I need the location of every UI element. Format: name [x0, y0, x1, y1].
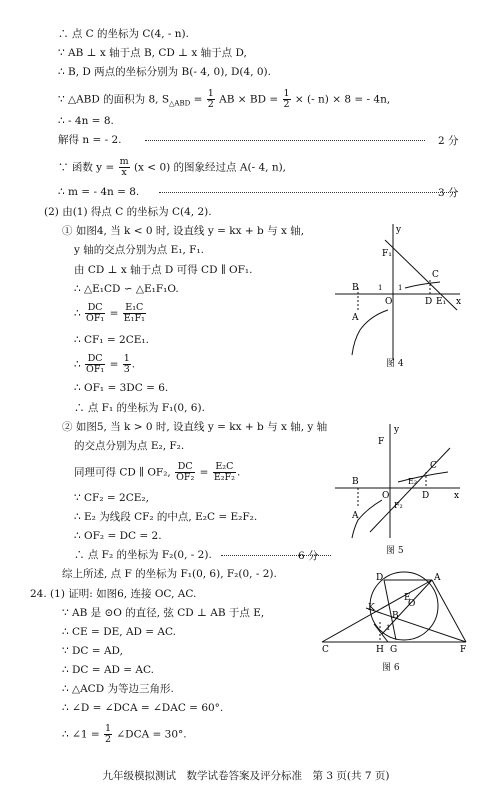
area-mid: AB × BD =	[219, 93, 279, 106]
line-bd-coords: ∴ B, D 两点的坐标分别为 B(- 4, 0), D(4, 0).	[58, 66, 271, 78]
fig6-b: B	[392, 611, 399, 621]
fig5-b: B	[352, 477, 359, 487]
fig4-one2: 1	[378, 284, 383, 292]
case-2-parallel: 同理可得 CD ∥ OF₂, $\frac{DC}{\text{OF₂}}$ = $\frac{\text{E₂C}}{\text{E₂F₂}}$ .	[74, 461, 241, 483]
fig4-a: A	[352, 313, 359, 323]
fig5-c: C	[430, 461, 437, 471]
fig4-one: 1	[398, 284, 403, 292]
case-1-intersections: y 轴的交点分别为点 E₁, F₁.	[74, 244, 204, 256]
fig5-f2: F₂	[394, 501, 403, 510]
score-3: 3 分	[438, 187, 459, 199]
fig6-d: D	[376, 573, 384, 583]
case-1-ratio: ∴ $\frac{DC}{\text{OF₁}}$ = $\frac{\text{E₁C}}{\text{E₁F₁}}$	[74, 302, 145, 324]
case-1-of1: ∴ OF₁ = 3DC = 6.	[74, 382, 169, 394]
case-2-of2: ∴ OF₂ = DC = 2.	[74, 530, 162, 542]
q24-dc-ad: ∵ DC = AD,	[62, 645, 123, 657]
half-fraction: $\frac{1}{2}$	[207, 88, 214, 110]
q24-ce-de: ∴ CE = DE, AD = AC.	[62, 626, 177, 638]
fig5-e2: E₂	[408, 477, 418, 486]
fig5-d: D	[422, 491, 430, 501]
line-solve-n: 解得 n = - 2.	[58, 134, 425, 147]
line-c-coord: ∴ 点 C 的坐标为 C(4, - n).	[58, 28, 189, 40]
fig4-o: O	[385, 297, 393, 307]
q24-diameter: ∵ AB 是 ⊙O 的直径, 弦 CD ⊥ AB 于点 E,	[62, 607, 265, 619]
fig6-o: O	[408, 599, 416, 609]
func-fraction: $\frac{m}{x}$	[119, 156, 129, 178]
fig6-h: H	[376, 645, 384, 655]
fig6-c: C	[322, 645, 329, 655]
q24-all-equal: ∴ DC = AD = AC.	[62, 664, 154, 676]
fig6-f: F	[460, 645, 467, 655]
case-2-cf2: ∵ CF₂ = 2CE₂,	[74, 492, 149, 504]
fig5-x: x	[454, 491, 460, 501]
area-eq: =	[193, 93, 206, 106]
figure-5	[330, 420, 465, 545]
case-1-intro: ① 如图4, 当 k < 0 时, 设直线 y = kx + b 与 x 轴,	[62, 225, 305, 237]
fig6-g: G	[390, 645, 398, 655]
figure-4	[330, 220, 465, 365]
line-m: ∴ m = - 4n = 8.	[58, 186, 455, 199]
case-1-cf1: ∴ CF₁ = 2CE₁.	[74, 334, 149, 346]
fig4-e1: E₁	[436, 297, 447, 307]
half-fraction-2: $\frac{1}{2}$	[283, 88, 290, 110]
fig4-d: D	[425, 297, 433, 307]
q24-angles: ∴ ∠D = ∠DCA = ∠DAC = 60°.	[62, 702, 224, 714]
area-end: × (- n) × 8 = - 4n,	[294, 93, 391, 106]
fig5-o: O	[382, 491, 390, 501]
area-sub: △ABD	[169, 99, 191, 108]
score-2: 2 分	[438, 135, 459, 147]
area-text: ∵ △ABD 的面积为 8, S	[58, 93, 170, 106]
case-1-parallel: 由 CD ⊥ x 轴于点 D 可得 CD ∥ OF₁.	[74, 264, 253, 276]
part-2-heading: (2) 由(1) 得点 C 的坐标为 C(4, 2).	[44, 206, 212, 218]
q24-heading: 24. (1) 证明: 如图6, 连接 OC, AC.	[30, 588, 197, 600]
fig4-c: C	[432, 270, 439, 280]
fig4-y: y	[396, 225, 402, 235]
fig6-one: 1	[386, 624, 391, 632]
figure-4-caption: 图 4	[386, 359, 404, 369]
figure-6-caption: 图 6	[382, 663, 400, 673]
case-2-midpoint: ∴ E₂ 为线段 CF₂ 的中点, E₂C = E₂F₂.	[74, 511, 258, 523]
summary-line: 综上所述, 点 F 的坐标为 F₁(0, 6), F₂(0, - 2).	[62, 568, 277, 580]
q24-equilateral: ∴ △ACD 为等边三角形.	[62, 683, 174, 695]
q24-angle1: ∴ ∠1 = $\frac{1}{2}$ ∠DCA = 30°.	[62, 723, 187, 745]
figure-5-caption: 图 5	[386, 546, 404, 556]
score-6: 6 分	[298, 550, 319, 562]
line-function: ∵ 函数 y = $\frac{m}{x}$ (x < 0) 的图象经过点 A(- 4, n),	[58, 156, 287, 178]
fig5-y: y	[394, 425, 400, 435]
case-2-intro: ② 如图5, 当 k > 0 时, 设直线 y = kx + b 与 x 轴, y 轴	[62, 421, 328, 433]
fig6-k: K	[368, 603, 375, 613]
fig6-e: E	[404, 593, 411, 603]
line-minus4n: ∴ - 4n = 8.	[58, 115, 114, 127]
page-footer: 九年级模拟测试 数学试卷答案及评分标准 第 3 页(共 7 页)	[102, 770, 390, 782]
case-2-f2: ∴ 点 F₂ 的坐标为 F₂(0, - 2).	[74, 549, 331, 562]
fig4-b: B	[352, 283, 359, 293]
case-2-intersections: 的交点分别为点 E₂, F₂.	[74, 440, 185, 452]
fig6-a: A	[434, 573, 441, 583]
fig4-f1: F₁	[382, 249, 392, 259]
fig5-a: A	[352, 511, 359, 521]
line-area	[58, 89, 390, 111]
case-1-similar: ∴ △E₁CD ∽ △E₁F₁O.	[74, 283, 179, 295]
fig5-f: F	[378, 437, 385, 447]
case-1-f1: ∴ 点 F₁ 的坐标为 F₁(0, 6).	[74, 402, 205, 414]
figure-6	[318, 568, 470, 660]
fig4-x: x	[456, 297, 462, 307]
case-1-ratio2: ∴ $\frac{DC}{\text{OF₁}}$ = $\frac{1}{3}$ .	[74, 353, 136, 375]
line-perp: ∵ AB ⊥ x 轴于点 B, CD ⊥ x 轴于点 D,	[58, 47, 247, 59]
